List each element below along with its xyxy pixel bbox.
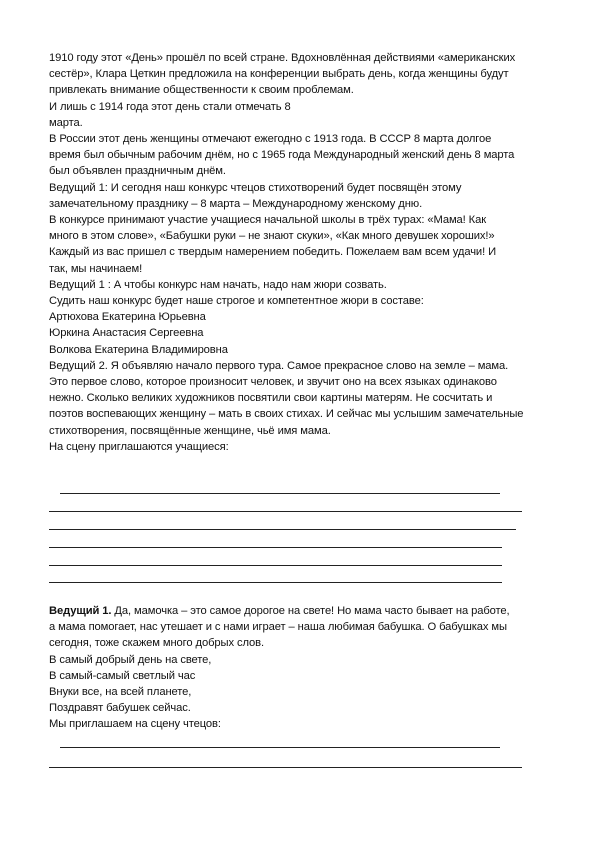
blank-fill-line xyxy=(49,511,522,512)
blank-fill-line xyxy=(49,529,516,530)
text-line: стихотворения, посвящённые женщине, чьё имя мама. xyxy=(49,424,331,437)
text-line-rest: Да, мамочка – это самое дорогое на свете! Но мама часто бывает на работе, xyxy=(111,605,510,617)
text-line: был объявлен праздничным днём. xyxy=(49,165,226,178)
text-line: И лишь с 1914 года этот день стали отмечать 8 xyxy=(49,100,291,113)
text-line: Каждый из вас пришел с твердым намерением победить. Пожелаем вам всем удачи! И xyxy=(49,246,497,259)
text-line: много в этом слове», «Бабушки руки – не знают скуки», «Как много девушек хороших!» xyxy=(49,230,495,243)
blank-fill-line xyxy=(49,565,502,566)
poem-line: В самый-самый светлый час xyxy=(49,669,196,682)
text-line: поэтов воспевающих женщину – мать в своих стихах. И сейчас мы услышим замечательные xyxy=(49,408,524,421)
text-line xyxy=(49,603,559,619)
jury-member: Волкова Екатерина Владимировна xyxy=(49,343,228,356)
text-line: Судить наш конкурс будет наше строгое и компетентное жюри в составе: xyxy=(49,295,424,308)
poem-line: Поздравят бабушек сейчас. xyxy=(49,702,191,715)
jury-member: Артюхова Екатерина Юрьевна xyxy=(49,311,206,324)
text-section-grandmothers xyxy=(49,603,559,733)
text-line: привлекать внимание общественности к своим проблемам. xyxy=(49,84,354,97)
text-line: Ведущий 2. Я объявляю начало первого тура. Самое прекрасное слово на земле – мама. xyxy=(49,359,509,372)
text-section-intro xyxy=(49,50,559,455)
text-line: замечательному празднику – 8 марта – Международному женскому дню. xyxy=(49,197,423,210)
blank-fill-line xyxy=(49,582,502,583)
text-line: Это первое слово, которое произносит человек, и звучит оно на всех языках одинаково xyxy=(49,376,497,389)
text-line: Мы приглашаем на сцену чтецов: xyxy=(49,718,221,731)
text-line: сестёр», Клара Цеткин предложила на конференции выбрать день, когда женщины будут xyxy=(49,68,509,81)
text-line: Ведущий 1 : А чтобы конкурс нам начать, надо нам жюри созвать. xyxy=(49,278,387,291)
text-line: В конкурсе принимают участие учащиеся начальной школы в трёх турах: «Мама! Как xyxy=(49,214,487,227)
text-line: сегодня, тоже скажем много добрых слов. xyxy=(49,637,264,650)
poem-line: Внуки все, на всей планете, xyxy=(49,686,192,699)
blank-fill-line xyxy=(49,547,502,548)
text-line: а мама помогает, нас утешает и с нами играет – наша любимая бабушка. О бабушках мы xyxy=(49,621,507,634)
jury-member: Юркина Анастасия Сергеевна xyxy=(49,327,204,340)
text-line: Ведущий 1: И сегодня наш конкурс чтецов стихотворений будет посвящён этому xyxy=(49,181,462,194)
speaker-label: Ведущий 1. xyxy=(49,605,112,617)
blank-fill-line xyxy=(60,493,500,494)
text-line: марта. xyxy=(49,116,83,129)
text-line: 1910 году этот «День» прошёл по всей стране. Вдохновлённая действиями «американских xyxy=(49,52,516,64)
blank-fill-line xyxy=(60,747,500,748)
text-line: так, мы начинаем! xyxy=(49,262,143,275)
poem-line: В самый добрый день на свете, xyxy=(49,653,212,666)
text-line: На сцену приглашаются учащиеся: xyxy=(49,440,229,453)
text-line: время был обычным рабочим днём, но с 1965 года Международный женский день 8 марта xyxy=(49,149,515,162)
text-line: нежно. Сколько великих художников посвятили свои картины матерям. Не сосчитать и xyxy=(49,392,493,405)
blank-fill-line xyxy=(49,767,522,768)
text-line: В России этот день женщины отмечают ежегодно с 1913 года. В СССР 8 марта долгое xyxy=(49,133,492,146)
